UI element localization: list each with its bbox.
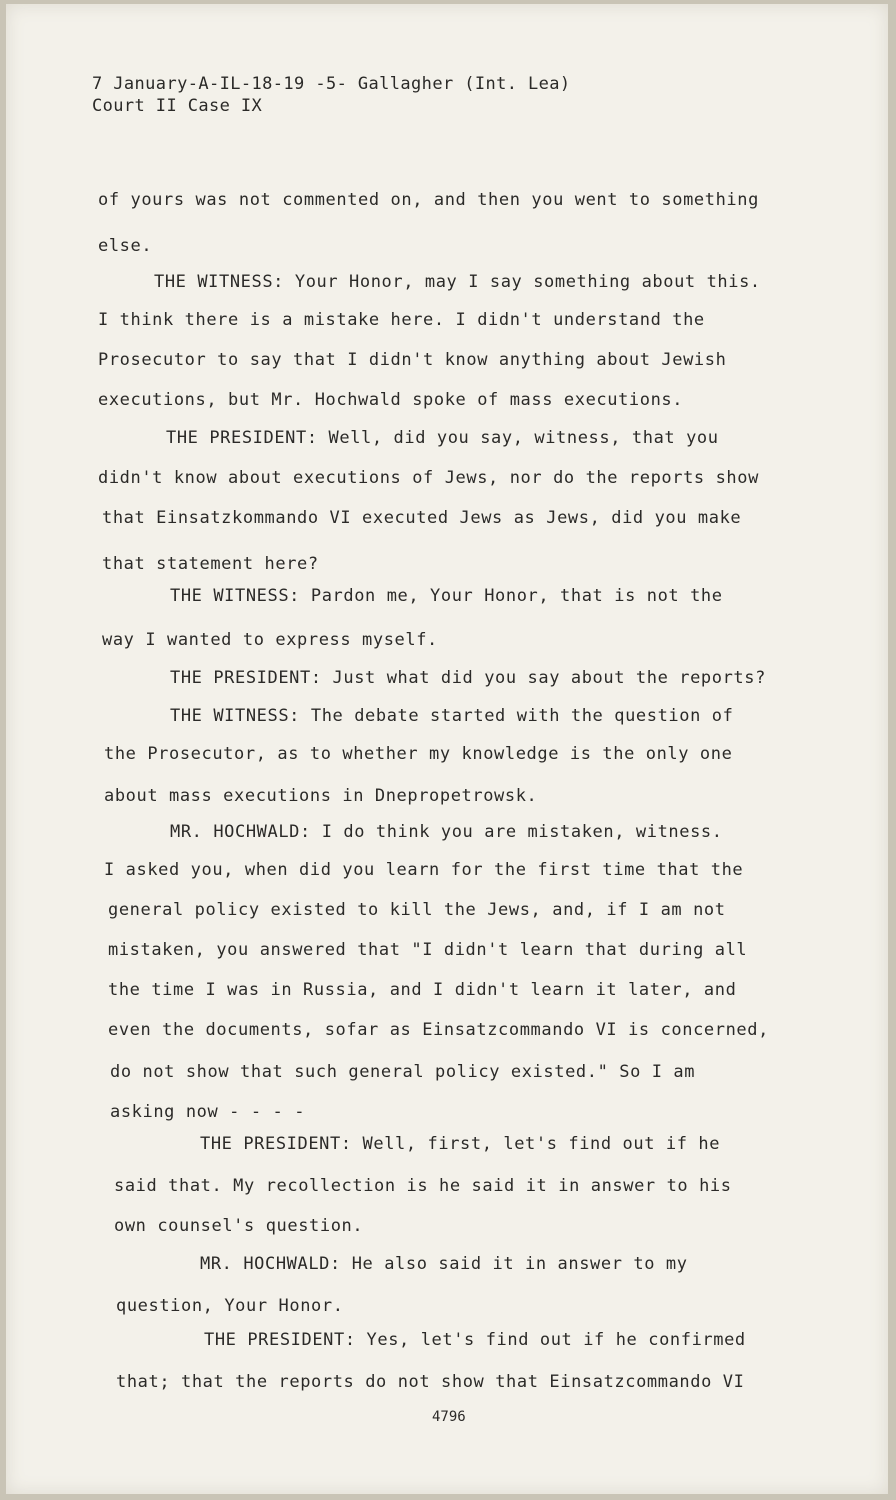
text-line: the Prosecutor, as to whether my knowledge is the only one <box>104 744 733 764</box>
text-line: general policy existed to kill the Jews, and, if I am not <box>108 900 726 920</box>
text-line: of yours was not commented on, and then you went to something <box>98 190 759 210</box>
text-line: THE PRESIDENT: Well, first, let's find out if he <box>200 1134 721 1154</box>
text-line: do not show that such general policy existed." So I am <box>110 1062 696 1082</box>
text-line: THE PRESIDENT: Just what did you say about the reports? <box>170 668 766 688</box>
text-line: MR. HOCHWALD: I do think you are mistaken, witness. <box>170 822 723 842</box>
text-line: that statement here? <box>102 554 319 574</box>
text-line: question, Your Honor. <box>116 1296 344 1316</box>
text-line: executions, but Mr. Hochwald spoke of mass executions. <box>98 390 684 410</box>
page-number: 4796 <box>432 1409 466 1425</box>
text-line: I asked you, when did you learn for the first time that the <box>104 860 744 880</box>
text-line: mistaken, you answered that "I didn't learn that during all <box>108 940 748 960</box>
text-line: I think there is a mistake here. I didn't understand the <box>98 310 705 330</box>
text-line: MR. HOCHWALD: He also said it in answer to my <box>200 1254 688 1274</box>
text-line: Prosecutor to say that I didn't know anything about Jewish <box>98 350 727 370</box>
header-line-1: 7 January-A-IL-18-19 -5- Gallagher (Int. Lea) <box>92 74 571 94</box>
text-line: asking now - - - - <box>110 1102 306 1122</box>
text-line: THE WITNESS: The debate started with the question of <box>170 706 734 726</box>
text-line: even the documents, sofar as Einsatzcommando VI is concerned, <box>108 1020 769 1040</box>
text-line: THE WITNESS: Pardon me, Your Honor, that is not the <box>170 586 723 606</box>
text-line: about mass executions in Dnepropetrowsk. <box>104 786 538 806</box>
text-line: else. <box>98 236 153 256</box>
text-line: THE PRESIDENT: Yes, let's find out if he confirmed <box>204 1330 746 1350</box>
text-line: the time I was in Russia, and I didn't learn it later, and <box>108 980 737 1000</box>
text-line: own counsel's question. <box>114 1216 364 1236</box>
text-line: said that. My recollection is he said it in answer to his <box>114 1176 732 1196</box>
document-page <box>6 4 888 1494</box>
text-line: THE PRESIDENT: Well, did you say, witness, that you <box>166 428 719 448</box>
header-line-2: Court II Case IX <box>92 96 263 116</box>
text-line: THE WITNESS: Your Honor, may I say something about this. <box>154 272 761 292</box>
text-line: way I wanted to express myself. <box>102 630 438 650</box>
text-line: that Einsatzkommando VI executed Jews as Jews, did you make <box>102 508 742 528</box>
text-line: didn't know about executions of Jews, nor do the reports show <box>98 468 759 488</box>
text-line: that; that the reports do not show that Einsatzcommando VI <box>116 1372 745 1392</box>
